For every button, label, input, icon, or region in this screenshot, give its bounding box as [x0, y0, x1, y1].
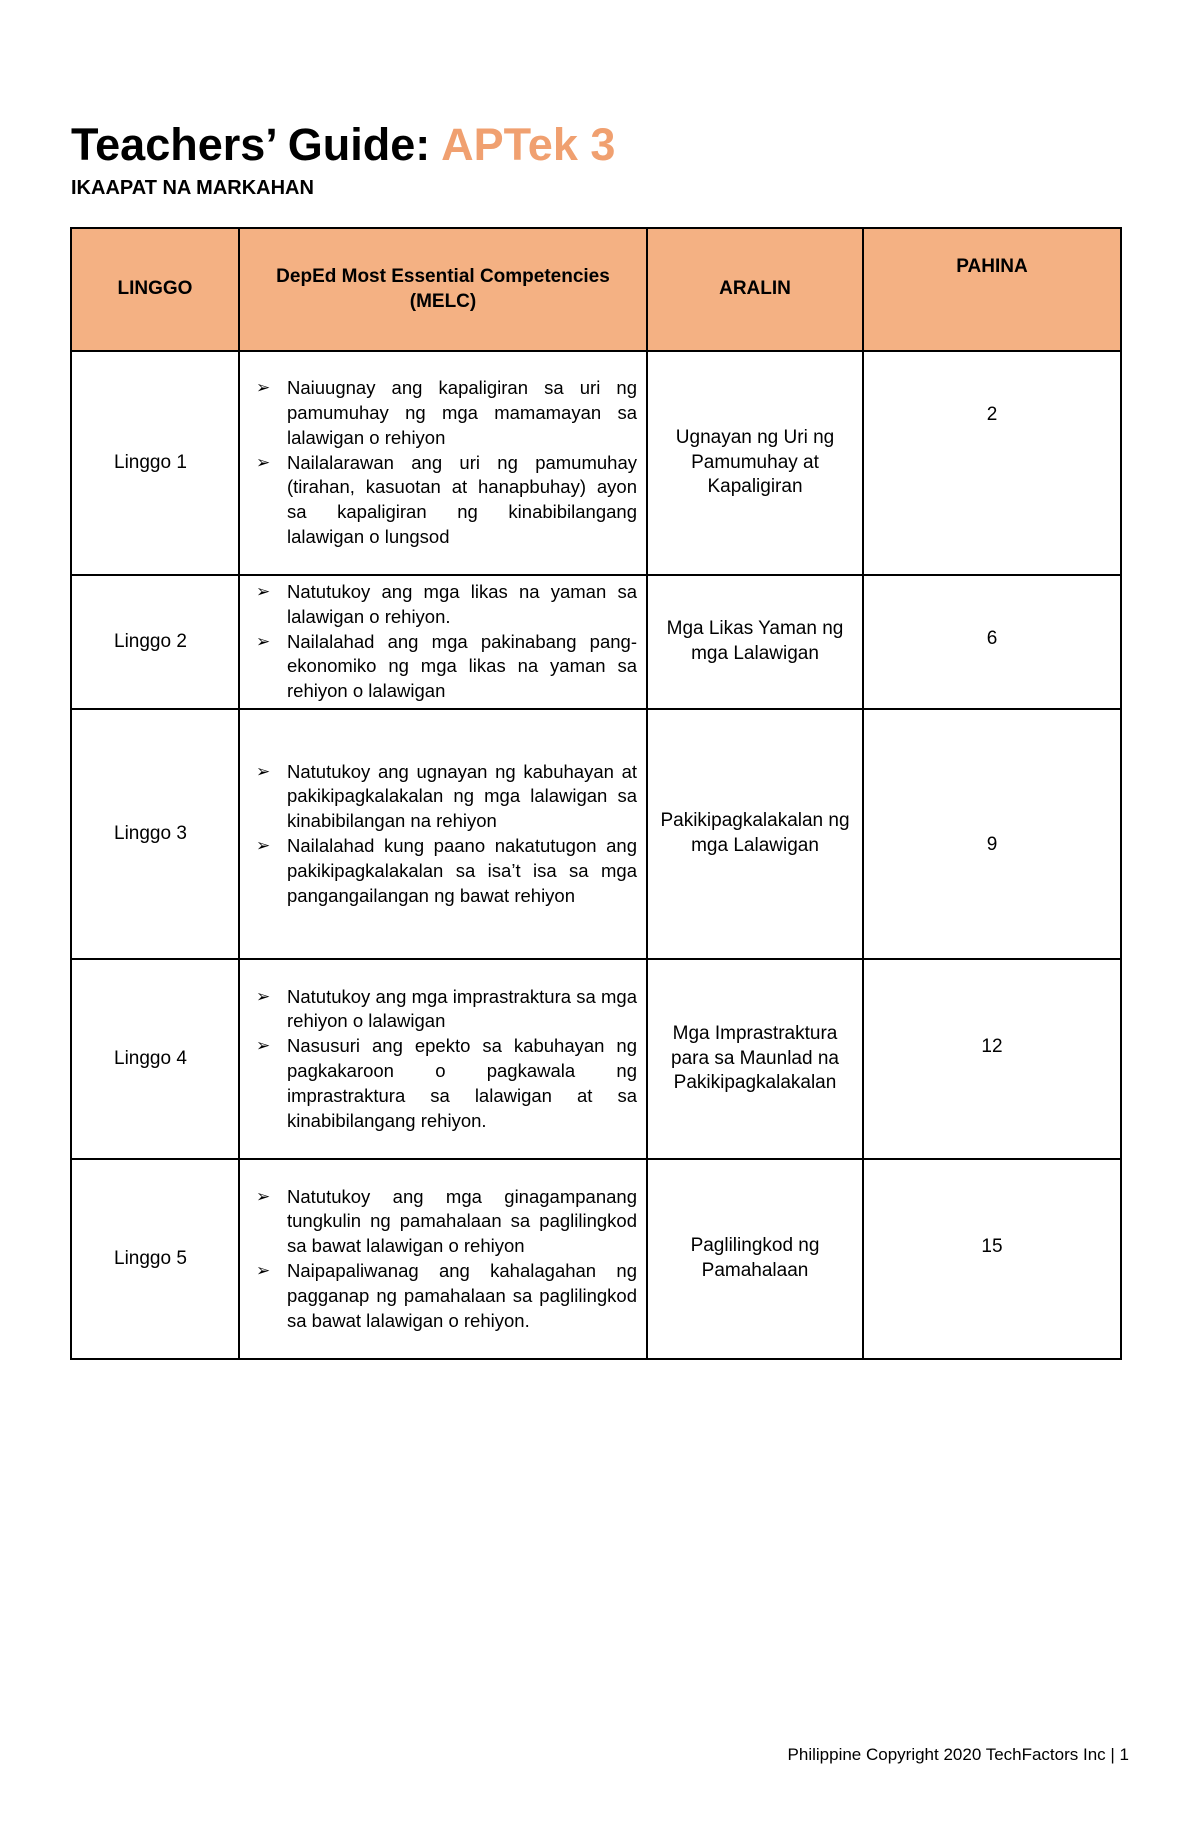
melc-cell — [239, 351, 647, 575]
aralin-cell: Pakikipagkalakalan ng mga Lalawigan — [647, 709, 863, 959]
linggo-cell: Linggo 1 — [71, 351, 239, 575]
arrow-bullet-icon: ➢ — [256, 1036, 271, 1056]
page-footer: Philippine Copyright 2020 TechFactors Inc | 1 — [787, 1745, 1129, 1764]
competency-item — [252, 451, 637, 550]
table-body — [71, 351, 1121, 1359]
pahina-cell: 12 — [863, 959, 1121, 1159]
table-row — [71, 1159, 1121, 1359]
competency-list — [252, 760, 637, 909]
arrow-bullet-icon: ➢ — [256, 761, 271, 781]
competency-item — [252, 580, 637, 630]
competency-item — [252, 1185, 637, 1259]
competency-item — [252, 985, 637, 1035]
pahina-cell: 2 — [863, 351, 1121, 575]
table-header-row — [71, 228, 1121, 351]
linggo-cell: Linggo 5 — [71, 1159, 239, 1359]
arrow-bullet-icon: ➢ — [256, 986, 271, 1006]
header-linggo: LINGGO — [71, 228, 239, 351]
page-subtitle: IKAAPAT NA MARKAHAN — [71, 177, 314, 199]
pahina-cell: 15 — [863, 1159, 1121, 1359]
aralin-cell: Paglilingkod ng Pamahalaan — [647, 1159, 863, 1359]
competency-item — [252, 1034, 637, 1133]
competency-text: Natutukoy ang mga likas na yaman sa lalawigan o rehiyon. — [287, 581, 637, 627]
arrow-bullet-icon: ➢ — [256, 582, 271, 601]
competency-list — [252, 1185, 637, 1334]
competency-item — [252, 630, 637, 704]
competency-text: Natutukoy ang mga imprastraktura sa mga rehiyon o lalawigan — [287, 985, 637, 1032]
aralin-cell: Mga Likas Yaman ng mga Lalawigan — [647, 575, 863, 709]
competency-text: Naipapaliwanag ang kahalagahan ng pagganap ng pamahalaan sa paglilingkod sa bawat lalawigan o rehiyon. — [287, 1260, 637, 1331]
table-row — [71, 575, 1121, 709]
page-title — [71, 119, 616, 170]
melc-cell — [239, 1159, 647, 1359]
arrow-bullet-icon: ➢ — [256, 631, 271, 651]
competency-list — [252, 985, 637, 1134]
aralin-cell: Ugnayan ng Uri ng Pamumuhay at Kapaligiran — [647, 351, 863, 575]
arrow-bullet-icon: ➢ — [256, 836, 271, 855]
melc-cell — [239, 575, 647, 709]
competency-item — [252, 376, 637, 450]
table-row — [71, 351, 1121, 575]
header-melc: DepEd Most Essential Competencies (MELC) — [239, 228, 647, 351]
header-pahina: PAHINA — [863, 228, 1121, 351]
arrow-bullet-icon: ➢ — [256, 1261, 271, 1280]
competency-text: Nailalahad kung paano nakatutugon ang pakikipagkalakalan sa isa’t isa sa mga pangangailangan ng bawat rehiyon — [287, 835, 637, 906]
linggo-cell: Linggo 4 — [71, 959, 239, 1159]
competency-text: Natutukoy ang mga ginagampanang tungkulin ng pamahalaan sa paglilingkod sa bawat lalawigan o rehiyon — [287, 1185, 637, 1257]
arrow-bullet-icon: ➢ — [256, 452, 271, 472]
aralin-cell: Mga Imprastraktura para sa Maunlad na Pakikipagkalakalan — [647, 959, 863, 1159]
competency-text: Natutukoy ang ugnayan ng kabuhayan at pakikipagkalakalan ng mga lalawigan sa kinabibilangan na rehiyon — [287, 760, 637, 832]
competency-item — [252, 760, 637, 834]
linggo-cell: Linggo 3 — [71, 709, 239, 959]
competency-text: Nailalarawan ang uri ng pamumuhay (tirahan, kasuotan at hanapbuhay) ayon sa kapaligiran ng kinabibilangang lalawigan o lungsod — [287, 451, 637, 547]
melc-cell — [239, 709, 647, 959]
competency-text: Nasusuri ang epekto sa kabuhayan ng pagkakaroon o pagkawala ng imprastraktura sa lalawigan at sa kinabibilangang rehiyon. — [287, 1035, 637, 1131]
title-prefix: Teachers’ Guide: — [71, 119, 431, 170]
arrow-bullet-icon: ➢ — [256, 1186, 271, 1206]
curriculum-table — [70, 227, 1122, 1360]
competency-text: Nailalahad ang mga pakinabang pang-ekonomiko ng mga likas na yaman sa rehiyon o lalawigan — [287, 630, 637, 702]
competency-item — [252, 1259, 637, 1333]
competency-list — [252, 376, 637, 550]
title-accent: APTek 3 — [441, 119, 616, 170]
pahina-cell: 6 — [863, 575, 1121, 709]
table-row — [71, 709, 1121, 959]
competency-list — [252, 580, 637, 704]
linggo-cell: Linggo 2 — [71, 575, 239, 709]
pahina-cell: 9 — [863, 709, 1121, 959]
table-row — [71, 959, 1121, 1159]
competency-item — [252, 834, 637, 908]
header-aralin: ARALIN — [647, 228, 863, 351]
arrow-bullet-icon: ➢ — [256, 378, 271, 398]
competency-text: Naiuugnay ang kapaligiran sa uri ng pamumuhay ng mga mamamayan sa lalawigan o rehiyon — [287, 377, 637, 448]
melc-cell — [239, 959, 647, 1159]
